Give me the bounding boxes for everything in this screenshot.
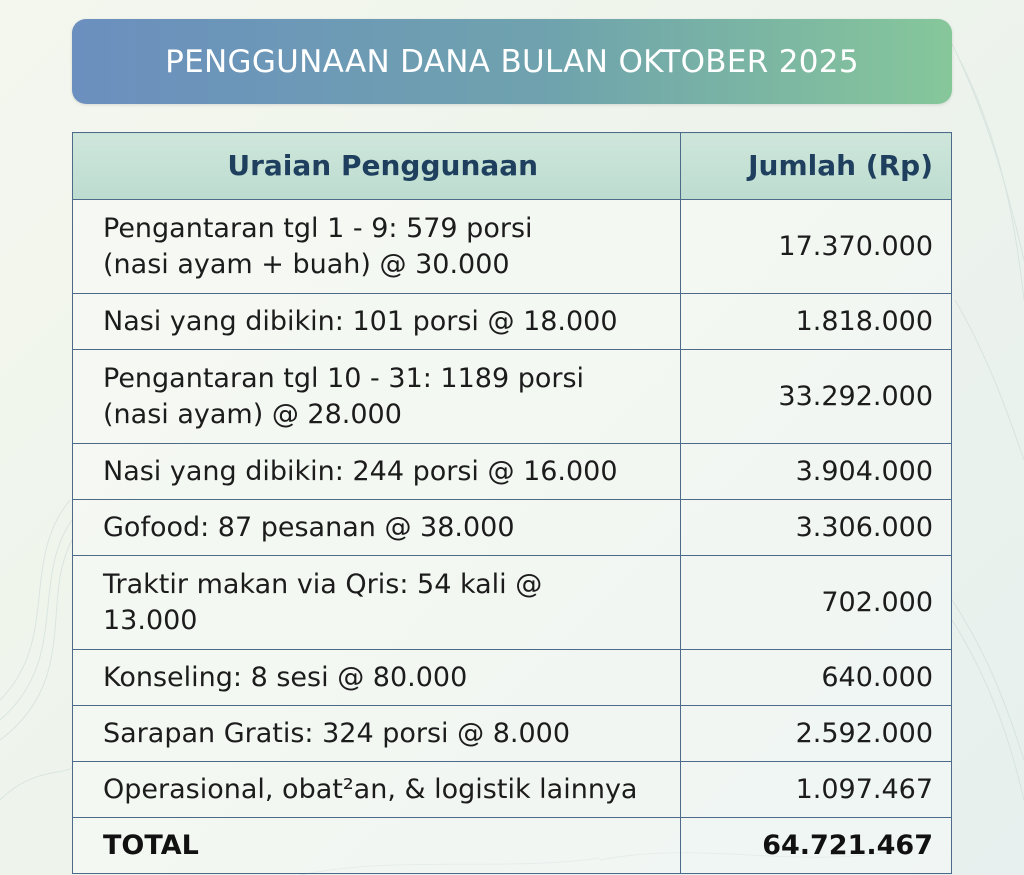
total-amount: 64.721.467 — [681, 818, 952, 874]
row-description — [73, 556, 681, 650]
description-line: (nasi ayam) @ 28.000 — [103, 398, 402, 430]
table-row — [73, 500, 952, 556]
row-description: Operasional, obat²an, & logistik lainnya — [73, 762, 681, 818]
description-line: Pengantaran tgl 10 - 31: 1189 porsi — [103, 362, 585, 394]
row-description — [73, 350, 681, 444]
row-amount: 702.000 — [681, 556, 952, 650]
description-line: (nasi ayam + buah) @ 30.000 — [103, 248, 510, 280]
row-amount: 33.292.000 — [681, 350, 952, 444]
table-row — [73, 762, 952, 818]
row-amount: 3.306.000 — [681, 500, 952, 556]
row-description: Nasi yang dibikin: 244 porsi @ 16.000 — [73, 444, 681, 500]
table-row — [73, 350, 952, 444]
row-description: Sarapan Gratis: 324 porsi @ 8.000 — [73, 706, 681, 762]
header-amount: Jumlah (Rp) — [681, 133, 952, 200]
row-amount: 1.097.467 — [681, 762, 952, 818]
title-banner — [72, 19, 952, 104]
row-amount: 3.904.000 — [681, 444, 952, 500]
table-row — [73, 200, 952, 294]
fund-usage-table — [72, 132, 952, 874]
table-row — [73, 706, 952, 762]
total-label: TOTAL — [73, 818, 681, 874]
row-amount: 2.592.000 — [681, 706, 952, 762]
table-row — [73, 650, 952, 706]
total-row — [73, 818, 952, 874]
description-line: Traktir makan via Qris: 54 kali @ — [103, 568, 543, 600]
row-amount: 17.370.000 — [681, 200, 952, 294]
page-title: PENGGUNAAN DANA BULAN OKTOBER 2025 — [165, 43, 859, 80]
row-description: Nasi yang dibikin: 101 porsi @ 18.000 — [73, 294, 681, 350]
row-amount: 640.000 — [681, 650, 952, 706]
row-description: Gofood: 87 pesanan @ 38.000 — [73, 500, 681, 556]
table-row — [73, 294, 952, 350]
header-description: Uraian Penggunaan — [73, 133, 681, 200]
table-row — [73, 556, 952, 650]
table-row — [73, 444, 952, 500]
row-description — [73, 200, 681, 294]
table-header-row — [73, 133, 952, 200]
description-line: Pengantaran tgl 1 - 9: 579 porsi — [103, 212, 533, 244]
row-amount: 1.818.000 — [681, 294, 952, 350]
row-description: Konseling: 8 sesi @ 80.000 — [73, 650, 681, 706]
description-line: 13.000 — [103, 604, 198, 636]
